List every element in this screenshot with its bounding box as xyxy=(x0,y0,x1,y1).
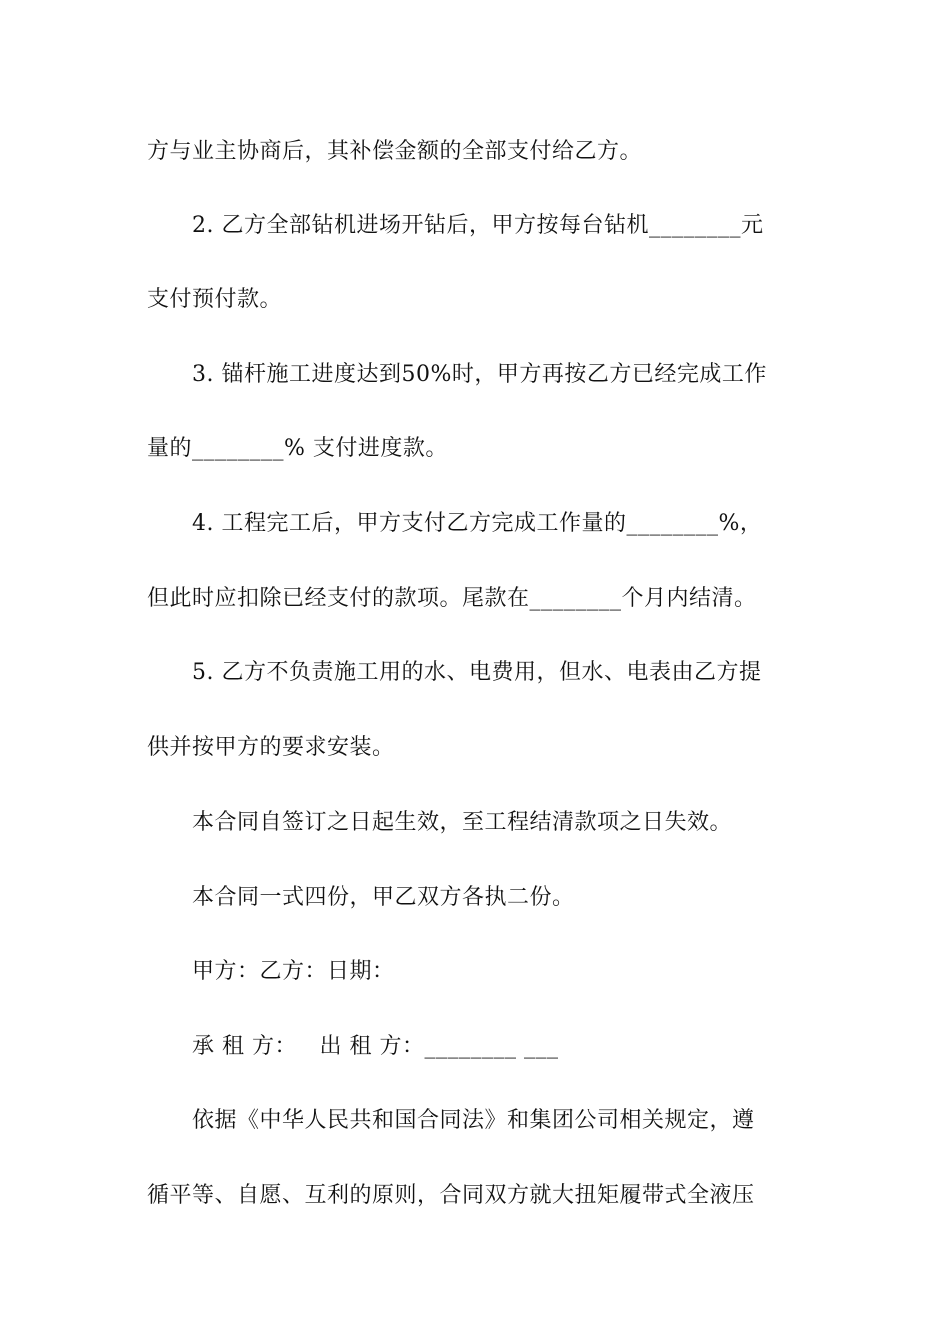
signature-line: 甲方：乙方：日期： xyxy=(192,959,395,984)
lessee-lessor-line: 承 租 方： 出 租 方：________ ___ xyxy=(192,1034,559,1059)
effective-date-clause: 本合同自签订之日起生效，至工程结清款项之日失效。 xyxy=(192,810,733,835)
paragraph-line: 供并按甲方的要求安装。 xyxy=(147,735,395,760)
clause-5-line: 5. 乙方不负责施工用的水、电费用，但水、电表由乙方提 xyxy=(192,660,762,685)
preamble-line: 循平等、自愿、互利的原则，合同双方就大扭矩履带式全液压 xyxy=(147,1183,755,1208)
clause-4-line: 4. 工程完工后，甲方支付乙方完成工作量的________%， xyxy=(192,511,763,536)
paragraph-line: 方与业主协商后，其补偿金额的全部支付给乙方。 xyxy=(147,139,643,164)
clause-3-line: 3. 锚杆施工进度达到50%时，甲方再按乙方已经完成工作 xyxy=(192,362,767,387)
paragraph-line: 但此时应扣除已经支付的款项。尾款在________个月内结清。 xyxy=(147,586,757,611)
preamble-line: 依据《中华人民共和国合同法》和集团公司相关规定，遵 xyxy=(192,1108,755,1133)
clause-2-line: 2. 乙方全部钻机进场开钻后，甲方按每台钻机________元 xyxy=(192,213,764,238)
copies-clause: 本合同一式四份，甲乙双方各执二份。 xyxy=(192,885,575,910)
paragraph-line: 量的________% 支付进度款。 xyxy=(147,436,448,461)
paragraph-line: 支付预付款。 xyxy=(147,287,283,312)
